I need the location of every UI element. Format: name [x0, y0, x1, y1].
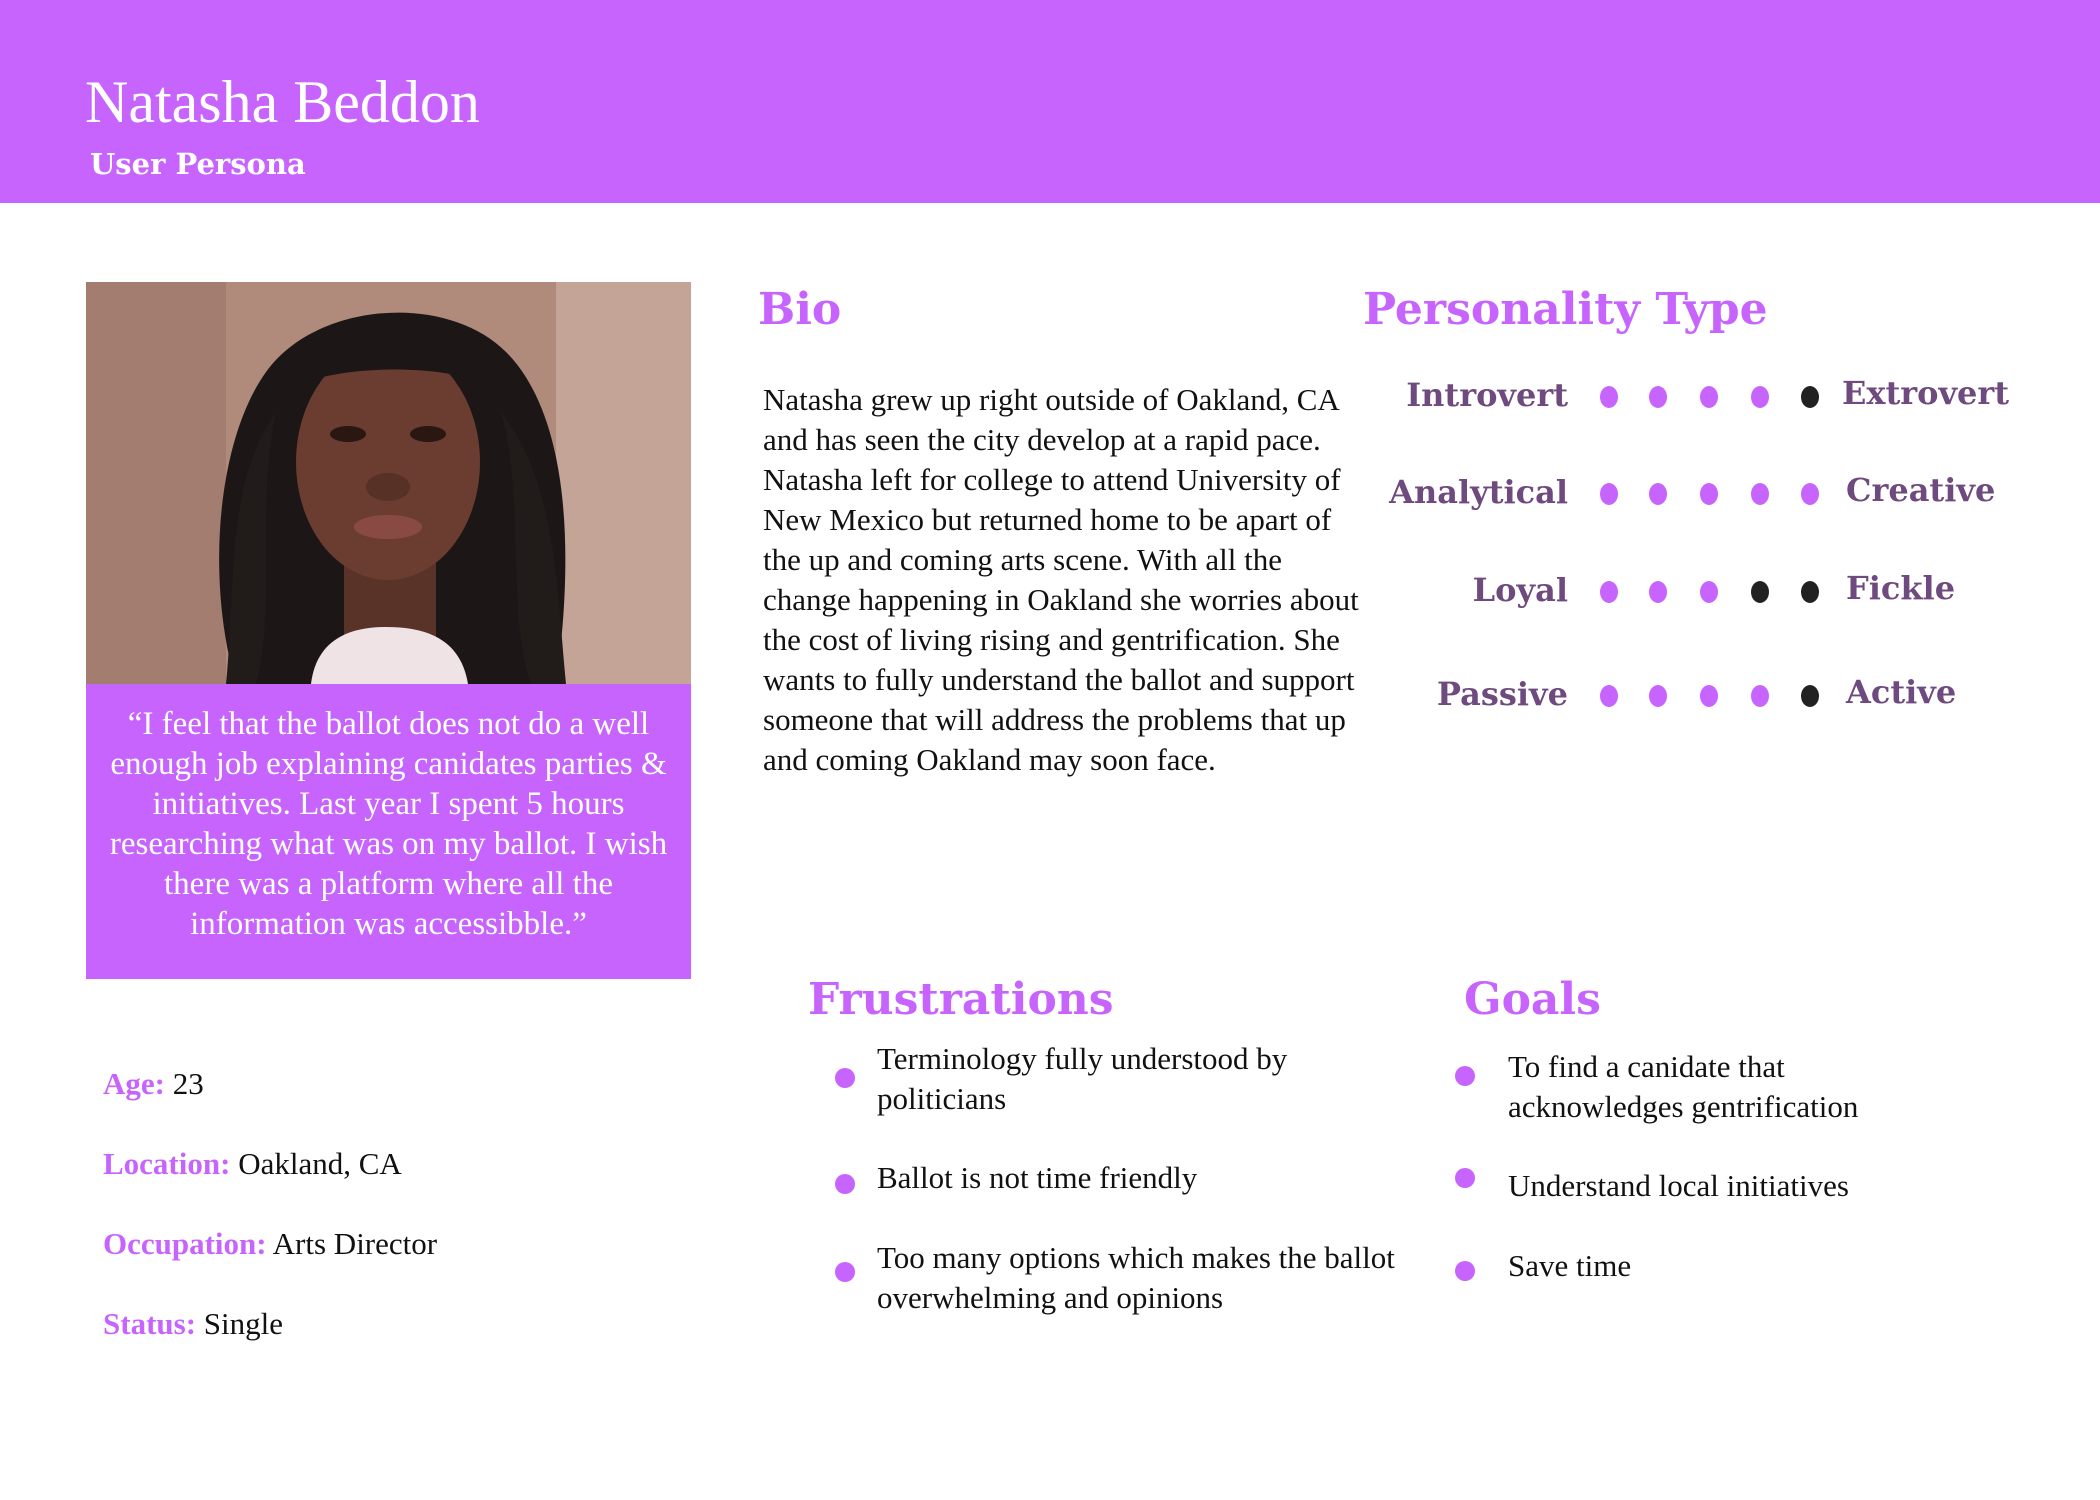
frustrations-heading: Frustrations	[808, 974, 1114, 1025]
location-value: Oakland, CA	[238, 1146, 402, 1181]
age-value: 23	[172, 1066, 204, 1101]
demographic-location	[103, 1148, 402, 1179]
goal-bullet	[1455, 1168, 1475, 1188]
scale-dot-marker	[1801, 685, 1819, 707]
persona-quote: “I feel that the ballot does not do a well enough job explaining canidates parties & initiatives. Last year I spent 5 hours researching what was on my ballot. I wish there was a platform where all the information was accessibble.”	[109, 706, 668, 942]
demographic-status	[103, 1308, 283, 1339]
occupation-label: Occupation:	[103, 1226, 267, 1261]
scale-dot-filled	[1600, 581, 1618, 603]
scale-dot-filled	[1600, 483, 1618, 505]
persona-photo	[86, 282, 691, 684]
status-label: Status:	[103, 1306, 197, 1341]
trait-right-label: Extrovert	[1842, 374, 2010, 412]
trait-right-label: Fickle	[1846, 569, 1956, 607]
personality-heading: Personality Type	[1363, 284, 1768, 335]
scale-dot-filled	[1600, 685, 1618, 707]
occupation-value: Arts Director	[272, 1226, 438, 1261]
trait-left-label: Introvert	[1406, 376, 1568, 414]
scale-dot-filled	[1649, 386, 1667, 408]
scale-dot-marker	[1751, 581, 1769, 603]
frustration-bullet	[835, 1262, 855, 1282]
goal-bullet	[1455, 1261, 1475, 1281]
goal-item: Save time	[1508, 1248, 1632, 1283]
bio-heading: Bio	[758, 284, 842, 335]
quote-box	[86, 684, 691, 979]
demographic-age	[103, 1068, 204, 1099]
frustration-item: Terminology fully understood by politicians	[877, 1041, 1288, 1116]
scale-dot-filled	[1700, 685, 1718, 707]
status-value: Single	[203, 1306, 283, 1341]
persona-name: Natasha Beddon	[85, 69, 480, 135]
scale-dot-filled	[1649, 483, 1667, 505]
goal-item: To find a canidate that acknowledges gentrification	[1508, 1049, 1859, 1124]
goals-heading: Goals	[1464, 974, 1601, 1025]
location-label: Location:	[103, 1146, 231, 1181]
scale-dot-filled	[1700, 581, 1718, 603]
scale-dot-filled	[1751, 483, 1769, 505]
persona-subtitle: User Persona	[90, 147, 306, 181]
scale-dot-filled	[1700, 386, 1718, 408]
header-bar	[0, 0, 2100, 203]
trait-left-label: Loyal	[1472, 571, 1568, 609]
demographic-occupation	[103, 1228, 437, 1259]
scale-dot-marker	[1801, 386, 1819, 408]
trait-right-label: Active	[1846, 673, 1957, 711]
frustration-item: Ballot is not time friendly	[877, 1160, 1198, 1195]
frustration-bullet	[835, 1174, 855, 1194]
frustration-item: Too many options which makes the ballot overwhelming and opinions	[877, 1240, 1395, 1315]
trait-right-label: Creative	[1846, 471, 1996, 509]
scale-dot-filled	[1649, 581, 1667, 603]
scale-dot-marker	[1801, 581, 1819, 603]
trait-left-label: Passive	[1436, 675, 1568, 713]
age-label: Age:	[103, 1066, 165, 1101]
scale-dot-filled	[1751, 386, 1769, 408]
goal-bullet	[1455, 1066, 1475, 1086]
frustration-bullet	[835, 1068, 855, 1088]
scale-dot-filled	[1751, 685, 1769, 707]
scale-dot-filled	[1649, 685, 1667, 707]
scale-dot-filled	[1801, 483, 1819, 505]
goal-item: Understand local initiatives	[1508, 1168, 1849, 1203]
trait-left-label: Analytical	[1389, 473, 1568, 511]
scale-dot-filled	[1700, 483, 1718, 505]
bio-text: Natasha grew up right outside of Oakland, CA and has seen the city develop at a rapid pace. Natasha left for college to attend University of New Mexico but returned home to be apart of the up and coming arts scene. With all the change happening in Oakland she worries about the cost of living rising and gentrification. She wants to fully understand the ballot and support someone that will address the problems that up and coming Oakland may soon face.	[763, 382, 1359, 777]
scale-dot-filled	[1600, 386, 1618, 408]
